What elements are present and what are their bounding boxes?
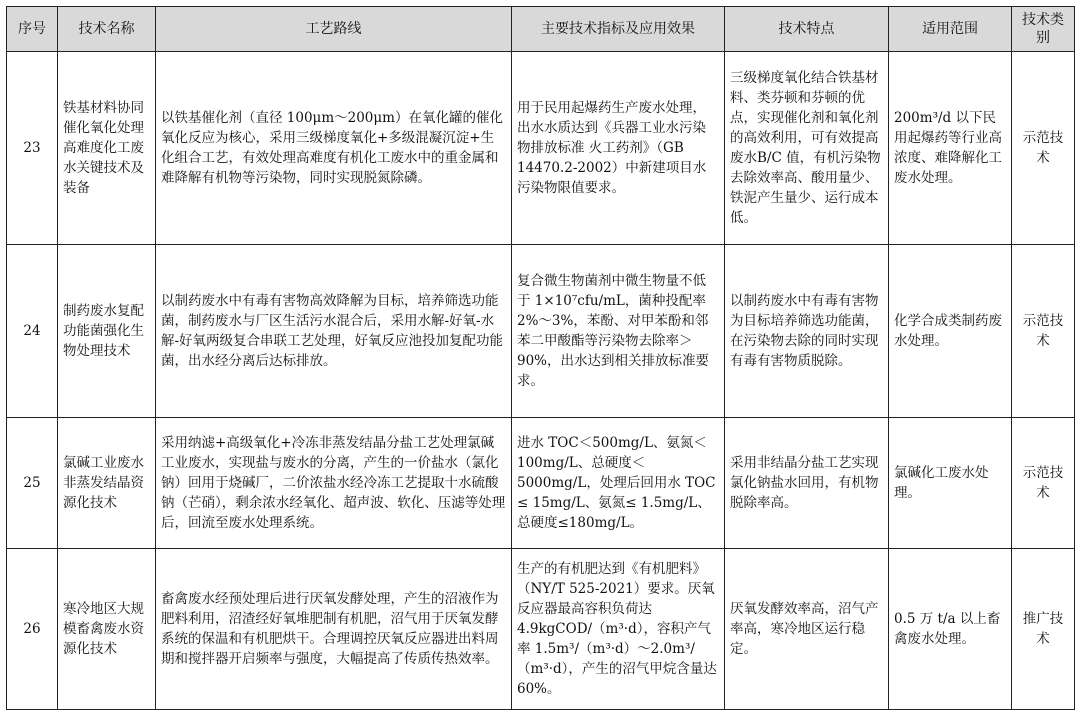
cell-no: 24 [7,245,58,418]
header-scope: 适用范围 [889,7,1012,52]
cell-indicators: 进水 TOC＜500mg/L、氨氮＜100mg/L、总硬度＜5000mg/L，处理后回用水 TOC ≤ 15mg/L、氨氮≤ 1.5mg/L、总硬度≤180mg/L。 [512,418,725,549]
cell-features: 三级梯度氧化结合铁基材料、类芬顿和芬顿的优点，实现催化剂和氧化剂的高效利用，可有效提高废水B/C 值，有机污染物去除效率高、酸用量少、铁泥产生量少、运行成本低。 [725,52,889,245]
cell-name: 铁基材料协同催化氧化处理高难度化工废水关键技术及装备 [58,52,156,245]
cell-type: 推广技术 [1012,549,1075,710]
header-type: 技术类别 [1012,7,1075,52]
cell-name: 氯碱工业废水非蒸发结晶资源化技术 [58,418,156,549]
header-route: 工艺路线 [156,7,512,52]
cell-scope: 化学合成类制药废水处理。 [889,245,1012,418]
table-row [7,52,1075,245]
cell-route: 采用纳滤+高级氧化+冷冻非蒸发结晶分盐工艺处理氯碱工业废水，实现盐与废水的分离，产生的一价盐水（氯化钠）回用于烧碱厂，二价浓盐水经冷冻工艺提取十水硫酸钠（芒硝），剩余浓水经氧化、超声波、软化、压滤等处理后，回流至废水处理系统。 [156,418,512,549]
cell-indicators: 复合微生物菌剂中微生物量不低于 1×10⁷cfu/mL，菌种投配率 2%～3%，苯酚、对甲苯酚和邻苯二甲酸酯等污染物去除率＞90%，出水达到相关排放标准要求。 [512,245,725,418]
cell-features: 以制药废水中有毒有害物为目标培养筛选功能菌，在污染物去除的同时实现有毒有害物质脱除。 [725,245,889,418]
cell-scope: 氯碱化工废水处理。 [889,418,1012,549]
header-row [7,7,1075,52]
technology-table [6,6,1075,710]
cell-type: 示范技术 [1012,52,1075,245]
cell-no: 26 [7,549,58,710]
cell-features: 采用非结晶分盐工艺实现氯化钠盐水回用，有机物脱除率高。 [725,418,889,549]
table-row [7,245,1075,418]
header-indicators: 主要技术指标及应用效果 [512,7,725,52]
cell-route: 以制药废水中有毒有害物高效降解为目标，培养筛选功能菌，制药废水与厂区生活污水混合后，采用水解-好氧-水解-好氧两级复合串联工艺处理，好氧反应池投加复配功能菌，出水经分离后达标排放。 [156,245,512,418]
cell-features: 厌氧发酵效率高，沼气产率高，寒冷地区运行稳定。 [725,549,889,710]
cell-scope: 0.5 万 t/a 以上畜禽废水处理。 [889,549,1012,710]
cell-indicators: 用于民用起爆药生产废水处理，出水水质达到《兵器工业水污染物排放标准 火工药剂》（GB 14470.2-2002）中新建项目水污染物限值要求。 [512,52,725,245]
header-name: 技术名称 [58,7,156,52]
cell-route: 畜禽废水经预处理后进行厌氧发酵处理，产生的沼液作为肥料利用，沼渣经好氧堆肥制有机肥，沼气用于厌氧发酵系统的保温和有机肥烘干。合理调控厌氧反应器进出料周期和搅拌器开启频率与强度，大幅提高了传质传热效率。 [156,549,512,710]
header-no: 序号 [7,7,58,52]
cell-route: 以铁基催化剂（直径 100μm～200μm）在氧化罐的催化氧化反应为核心，采用三级梯度氧化+多级混凝沉淀+生化组合工艺，有效处理高难度有机化工废水中的重金属和难降解有机物等污染物，同时实现脱氮除磷。 [156,52,512,245]
table-row [7,418,1075,549]
cell-no: 25 [7,418,58,549]
cell-name: 制药废水复配功能菌强化生物处理技术 [58,245,156,418]
cell-scope: 200m³/d 以下民用起爆药等行业高浓度、难降解化工废水处理。 [889,52,1012,245]
cell-no: 23 [7,52,58,245]
header-features: 技术特点 [725,7,889,52]
cell-type: 示范技术 [1012,245,1075,418]
cell-indicators: 生产的有机肥达到《有机肥料》（NY/T 525-2021）要求。厌氧反应器最高容积负荷达4.9kgCOD/（m³·d），容积产气率 1.5m³/（m³·d）～2.0m³/（m³·d），产生的沼气甲烷含量达 60%。 [512,549,725,710]
table-row [7,549,1075,710]
cell-type: 示范技术 [1012,418,1075,549]
cell-name: 寒冷地区大规模畜禽废水资源化技术 [58,549,156,710]
